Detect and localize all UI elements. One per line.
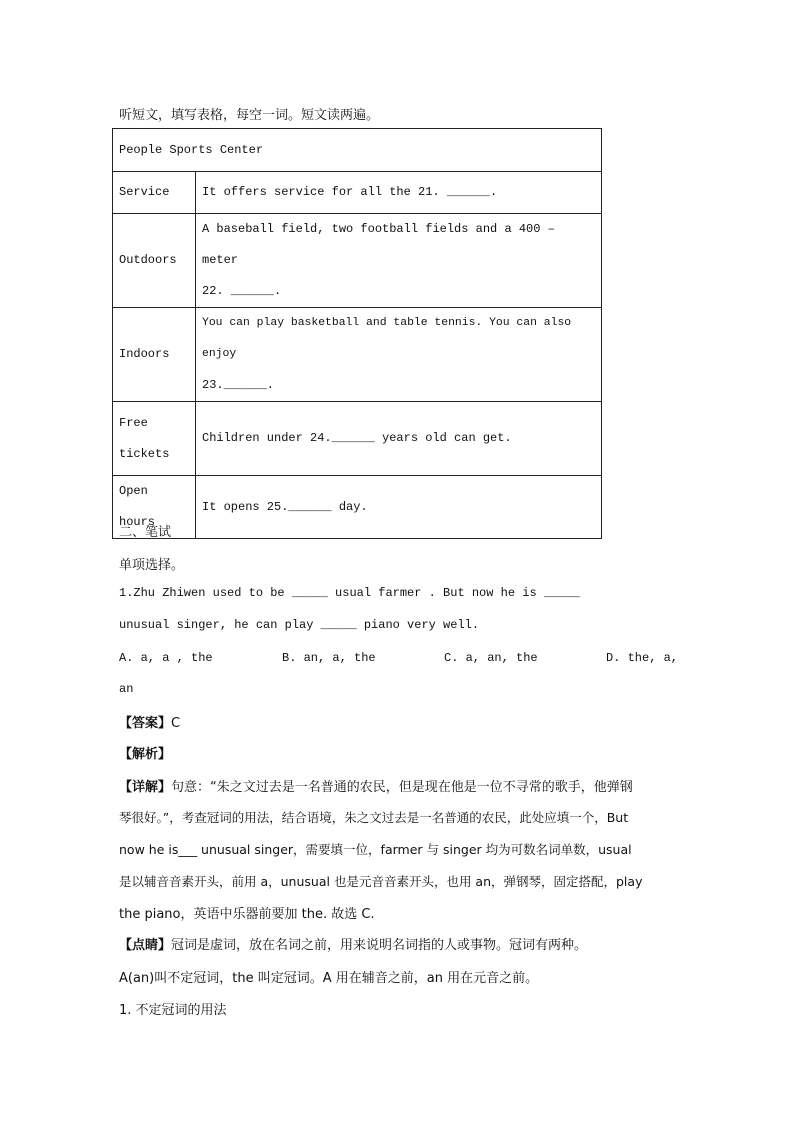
detail-label: 【详解】 [119, 780, 172, 795]
detail-line: the piano，英语中乐器前要加 the. 故选 C. [119, 907, 375, 922]
row-content: It opens 25.______ day. [196, 476, 602, 539]
listening-instruction: 听短文，填写表格，每空一词。短文读两遍。 [119, 108, 380, 123]
row-label: Indoors [113, 308, 196, 402]
list-item: 1. 不定冠词的用法 [119, 1003, 227, 1018]
table-row [113, 476, 602, 539]
row-content-line: 22. ______. [202, 284, 282, 298]
detail-line [119, 776, 633, 795]
row-content: Children under 24.______ years old can get. [196, 402, 602, 476]
row-label: Open hours [113, 476, 196, 539]
tip-text: 冠词是虚词，放在名词之前，用来说明名词指的人或事物。冠词有两种。 [171, 938, 588, 953]
option-a: A. a, a , the [119, 651, 213, 665]
table-row [113, 214, 602, 308]
row-label [113, 402, 196, 476]
question-line: unusual singer, he can play _____ piano very well. [119, 618, 480, 632]
article-line: A(an)叫不定冠词，the 叫定冠词。A 用在辅音之前，an 用在元音之前。 [119, 971, 539, 986]
table-row [113, 172, 602, 214]
row-content [196, 308, 602, 402]
row-content: It offers service for all the 21. ______. [196, 172, 602, 214]
subsection-title: 单项选择。 [119, 558, 185, 573]
answer-value: C [171, 716, 181, 731]
row-label-line: tickets [119, 446, 170, 461]
row-content-line: A baseball field, two football fields and a 400 – meter [202, 222, 555, 267]
answer-label: 【答案】 [119, 716, 172, 731]
option-b: B. an, a, the [282, 651, 376, 665]
detail-line: 是以辅音音素开头，前用 a，unusual 也是元音音素开头，也用 an，弹钢琴，固定搭配，play [119, 874, 643, 889]
row-content [196, 214, 602, 308]
section-title: 二、笔试 [119, 525, 172, 540]
tip-label: 【点睛】 [119, 938, 172, 953]
row-content-line: 23.______. [202, 378, 275, 392]
detail-line: now he is___ unusual singer，需要填一位，farmer 与 singer 均为可数名词单数，usual [119, 842, 632, 857]
row-label: Service [113, 172, 196, 214]
detail-line: 琴很好。”，考查冠词的用法，结合语境，朱之文过去是一名普通的农民，此处应填一个，But [119, 810, 629, 825]
answer-line [119, 712, 180, 732]
option-c: C. a, an, the [444, 651, 538, 665]
option-d-wrap: an [119, 682, 134, 696]
row-label-line: Free [119, 415, 148, 430]
table-row [113, 402, 602, 476]
question-line: 1.Zhu Zhiwen used to be _____ usual farmer . But now he is _____ [119, 586, 580, 600]
sports-center-table [112, 128, 602, 539]
table-row [113, 308, 602, 402]
analysis-label: 【解析】 [119, 747, 172, 762]
detail-text: 句意：“朱之文过去是一名普通的农民，但是现在他是一位不寻常的歌手，他弹钢 [171, 780, 633, 795]
row-content-line: You can play basketball and table tennis. You can also enjoy [202, 317, 572, 360]
option-d: D. the, a, [606, 651, 679, 665]
table-title-row [113, 129, 602, 172]
row-label: Outdoors [113, 214, 196, 308]
tip-line [119, 934, 587, 953]
table-title: People Sports Center [113, 129, 602, 172]
